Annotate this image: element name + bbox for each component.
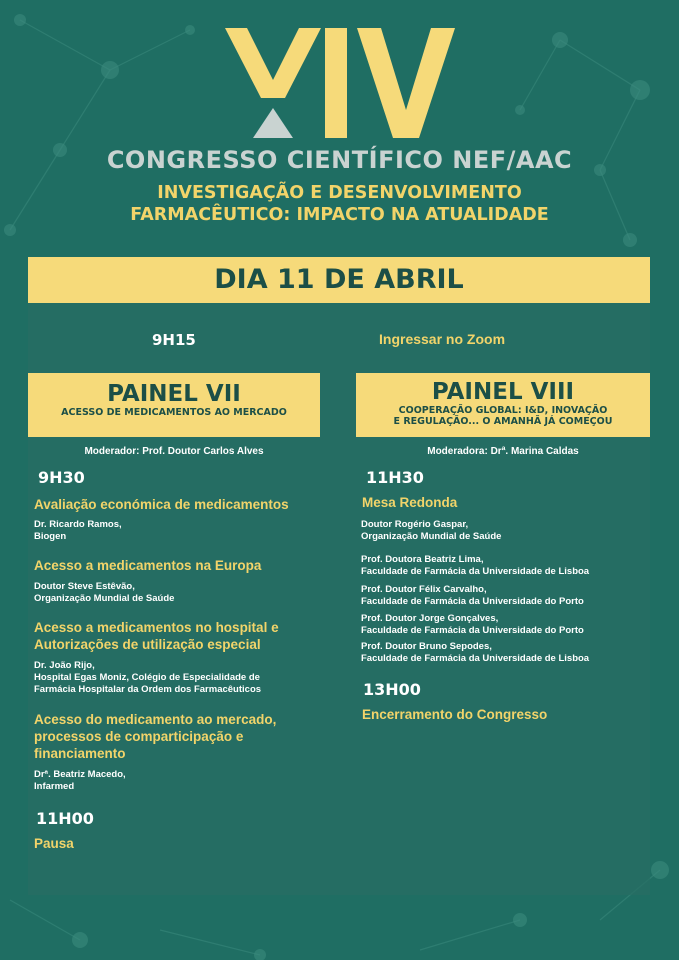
closing-label: Encerramento do Congresso: [362, 707, 548, 722]
talk-1-title-line: Avaliação económica de medicamentos: [34, 497, 289, 512]
panel-7-title: PAINEL VII: [107, 381, 241, 407]
talk-2-title-line: Acesso a medicamentos na Europa: [34, 558, 262, 573]
speaker-1-name: Doutor Rogério Gaspar,: [361, 519, 469, 530]
talk-4-title-line: processos de comparticipação e: [34, 729, 244, 744]
talk-3-title: [34, 619, 279, 653]
pause-label: Pausa: [34, 836, 74, 851]
day-heading: DIA 11 DE ABRIL: [28, 257, 650, 303]
panel-8-header: [356, 373, 650, 437]
panel-8-moderator: Moderadora: Drª. Marina Caldas: [427, 446, 579, 457]
theme-line-2: FARMACÊUTICO: IMPACTO NA ATUALIDADE: [130, 205, 549, 225]
pause-time: 11H00: [36, 809, 94, 828]
talk-3-speaker-affiliation: Farmácia Hospitalar da Ordem dos Farmacêuticos: [34, 684, 262, 695]
talk-4-title-line: Acesso do medicamento ao mercado,: [34, 712, 277, 727]
congress-theme: [0, 182, 679, 226]
speaker-3: [361, 584, 584, 608]
speaker-1: [361, 519, 501, 543]
talk-3-title-line: Autorizações de utilização especial: [34, 637, 261, 652]
panel-8-subtitle-line: COOPERAÇÃO GLOBAL: I&D, INOVAÇÃO: [398, 405, 608, 416]
panel-7-subtitle: ACESSO DE MEDICAMENTOS AO MERCADO: [61, 407, 287, 418]
talk-2-speaker: [34, 581, 174, 605]
speaker-5-name: Prof. Doutor Bruno Sepodes,: [361, 641, 492, 652]
talk-2-speaker-name: Doutor Steve Estêvão,: [34, 581, 135, 592]
panel-8-start-time: 11H30: [366, 468, 424, 487]
talk-4-speaker-name: Drª. Beatriz Macedo,: [34, 769, 126, 780]
talk-3-title-line: Acesso a medicamentos no hospital e: [34, 620, 279, 635]
talk-3-speaker-name: Dr. João Rijo,: [34, 660, 95, 671]
speaker-2-name: Prof. Doutora Beatriz Lima,: [361, 554, 484, 565]
speaker-1-affiliation: Organização Mundial de Saúde: [361, 531, 502, 542]
round-table-label: Mesa Redonda: [362, 495, 458, 510]
speaker-4-affiliation: Faculdade de Farmácia da Universidade do Porto: [361, 625, 584, 636]
congress-title: CONGRESSO CIENTÍFICO NEF/AAC: [106, 146, 573, 174]
speaker-2: [361, 554, 589, 578]
speaker-3-affiliation: Faculdade de Farmácia da Universidade do Porto: [361, 596, 584, 607]
panel-8-title: PAINEL VIII: [431, 379, 575, 405]
panel-7-start-time: 9H30: [38, 468, 85, 487]
talk-4-title: [34, 711, 276, 762]
panel-8-subtitle-line: E REGULAÇÃO... O AMANHÃ JÁ COMEÇOU: [393, 416, 613, 427]
speaker-3-name: Prof. Doutor Félix Carvalho,: [361, 584, 487, 595]
speaker-4: [361, 613, 584, 637]
opening-time: 9H15: [152, 331, 196, 349]
talk-1-speaker-affiliation: Biogen: [34, 531, 67, 542]
talk-4-speaker-affiliation: Infarmed: [34, 781, 75, 792]
xiv-edition-logo: [225, 28, 455, 142]
opening-label: Ingressar no Zoom: [379, 331, 506, 347]
talk-4-title-line: financiamento: [34, 746, 126, 761]
panel-7-header: [28, 373, 320, 437]
speaker-2-affiliation: Faculdade de Farmácia da Universidade de Lisboa: [361, 566, 590, 577]
talk-2-speaker-affiliation: Organização Mundial de Saúde: [34, 593, 175, 604]
panel-7-moderator: Moderador: Prof. Doutor Carlos Alves: [84, 446, 264, 457]
talk-1-speaker: [34, 519, 122, 543]
speaker-5: [361, 641, 589, 665]
talk-2-title: [34, 557, 261, 574]
closing-time: 13H00: [363, 680, 421, 699]
speaker-4-name: Prof. Doutor Jorge Gonçalves,: [361, 613, 499, 624]
talk-3-speaker-affiliation: Hospital Egas Moniz, Colégio de Especialidade de: [34, 672, 260, 683]
speaker-5-affiliation: Faculdade de Farmácia da Universidade de Lisboa: [361, 653, 590, 664]
talk-1-title: [34, 496, 289, 513]
talk-3-speaker: [34, 660, 261, 696]
talk-4-speaker: [34, 769, 126, 793]
talk-1-speaker-name: Dr. Ricardo Ramos,: [34, 519, 122, 530]
theme-line-1: INVESTIGAÇÃO E DESENVOLVIMENTO: [157, 183, 522, 203]
